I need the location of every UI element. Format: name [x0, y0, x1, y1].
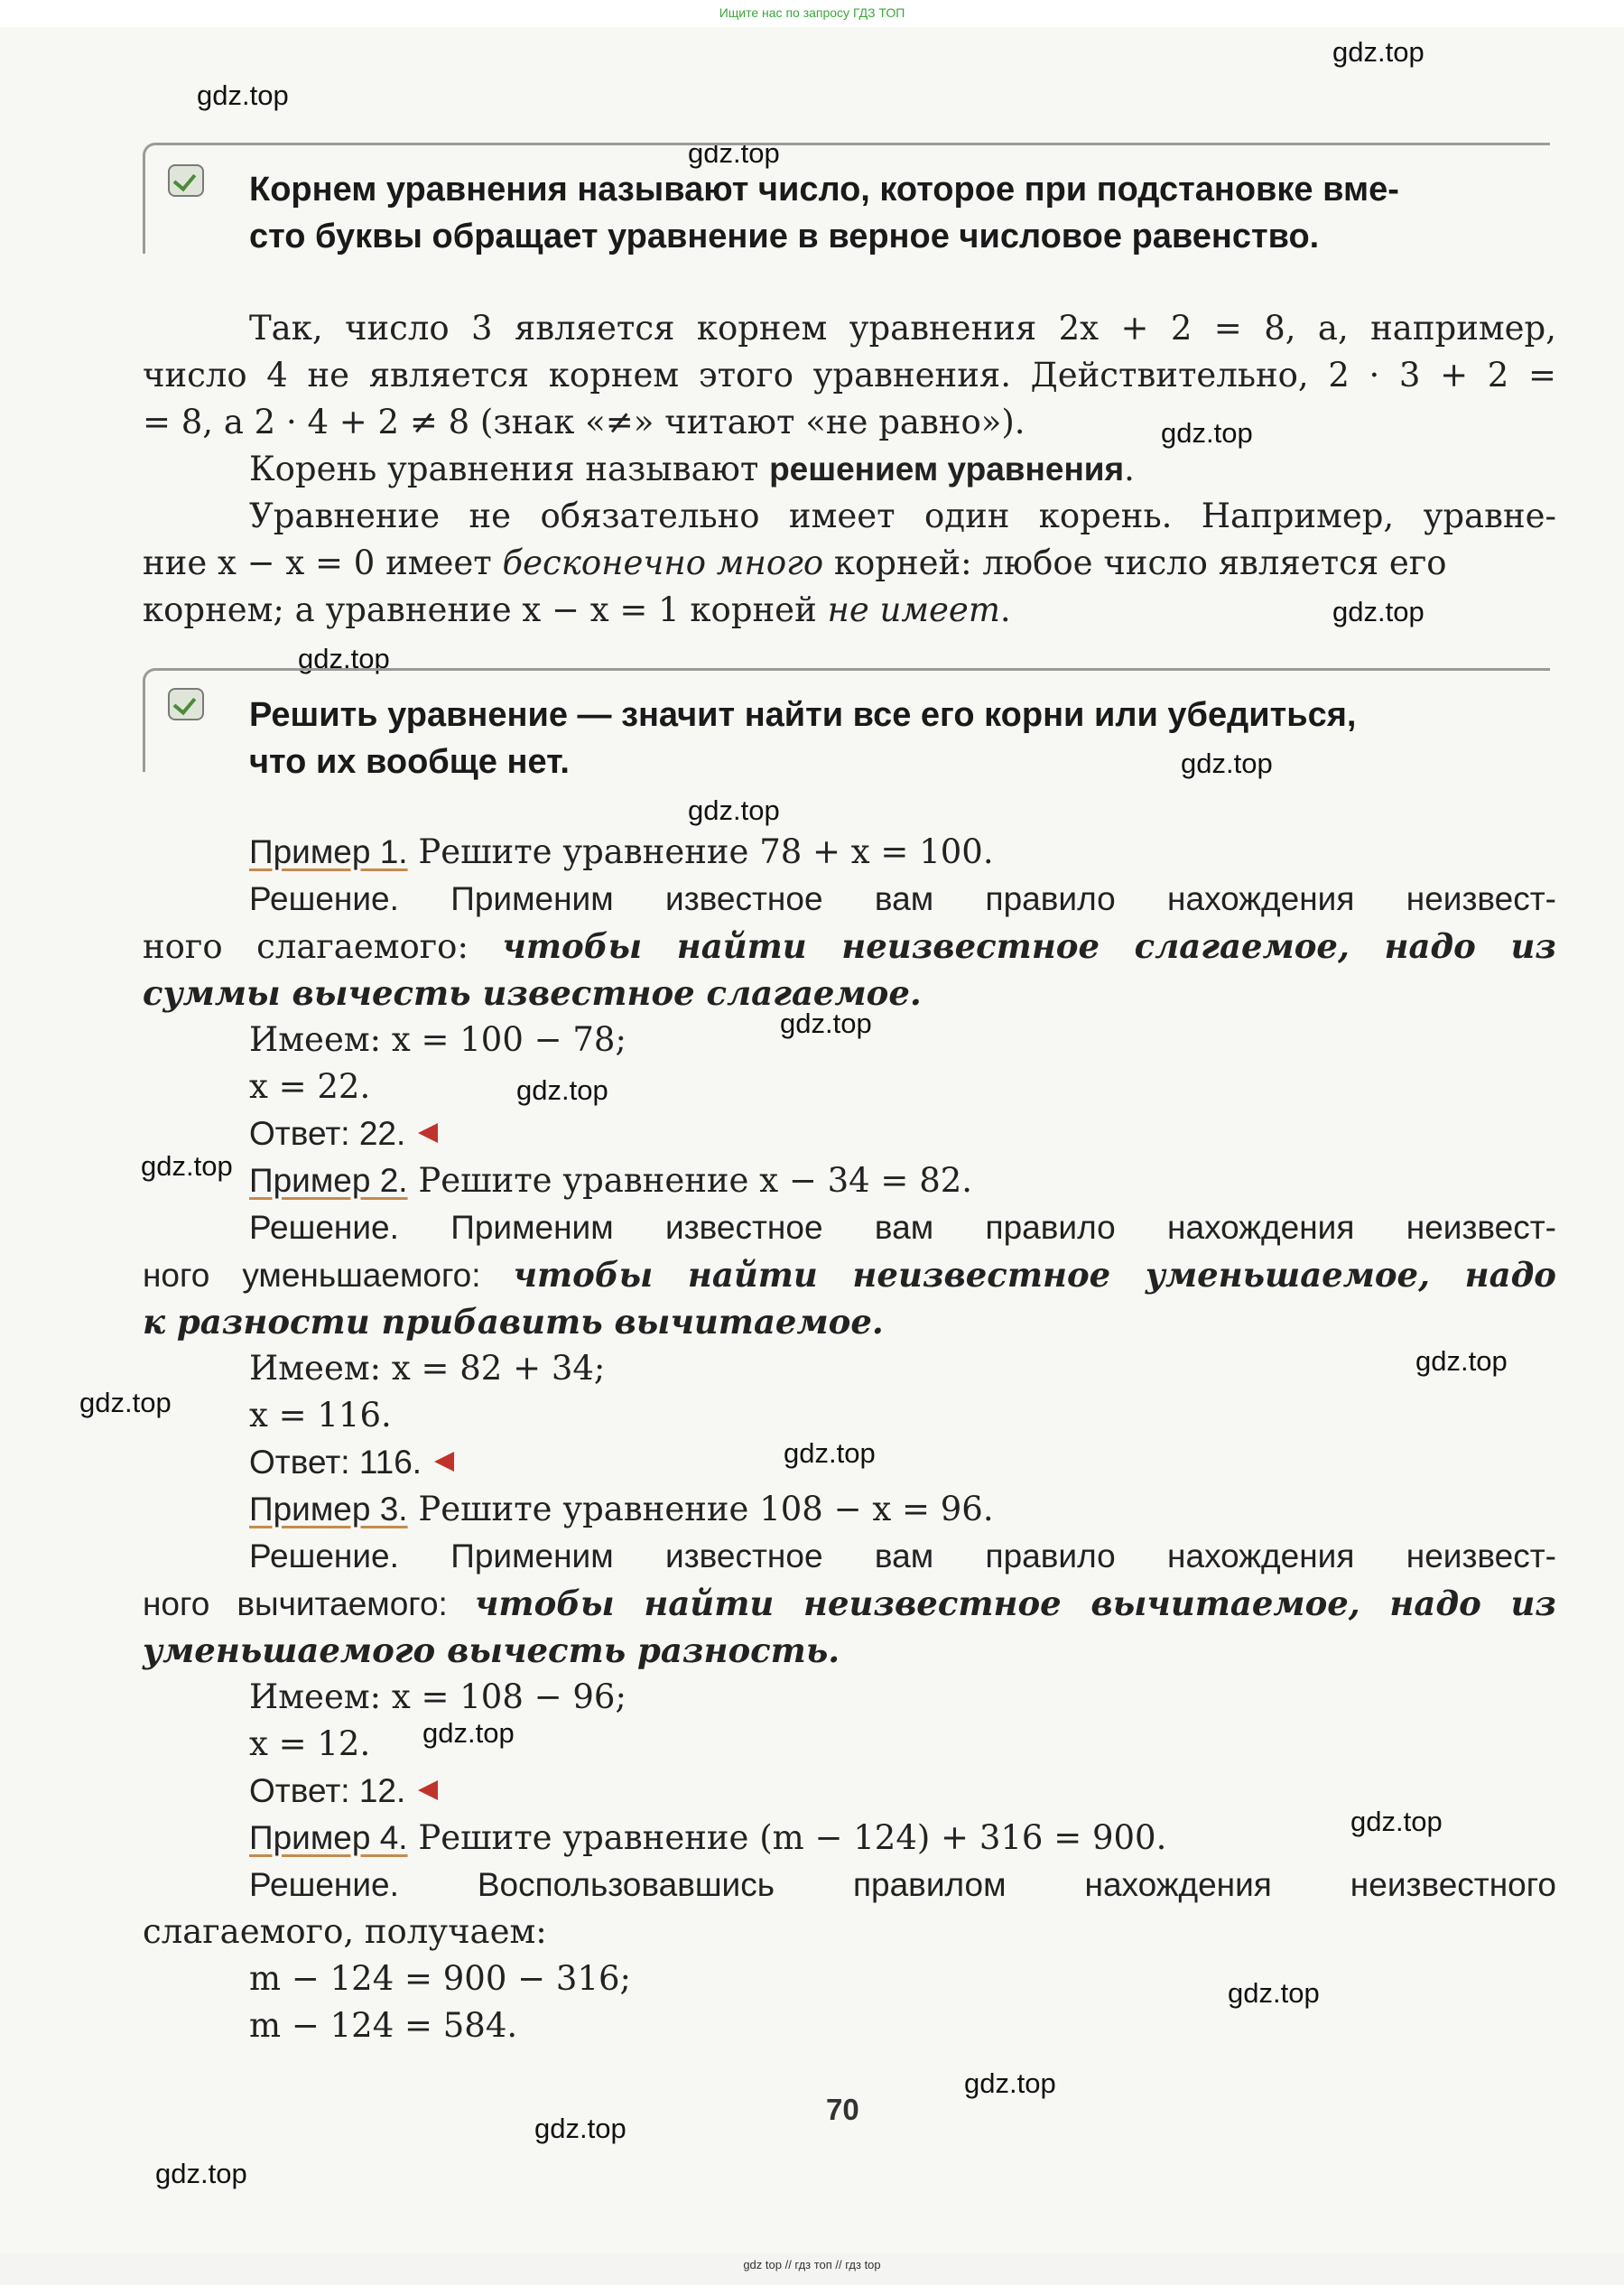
- example-label: Пример 3.: [249, 1491, 408, 1528]
- example-task: Решите уравнение (m − 124) + 316 = 900.: [407, 1818, 1167, 1857]
- header-note: Ищите нас по запросу ГДЗ ТОП: [719, 5, 905, 20]
- text-line: Решение. Применим известное вам правило нахождения неизвест-: [249, 880, 1556, 917]
- footer-note: gdz top // гдз топ // гдз top: [743, 2258, 881, 2271]
- checkmark-icon: [168, 164, 204, 197]
- text-fragment: ние x − x = 0 имеет: [143, 543, 503, 582]
- answer: Ответ: 12.: [249, 1772, 406, 1809]
- example-task: Решите уравнение 78 + x = 100.: [407, 832, 994, 871]
- definition-line: сто буквы обращает уравнение в верное числовое равенство.: [249, 218, 1320, 255]
- answer-line: [249, 1768, 438, 1815]
- term-solution: решением уравнения: [769, 450, 1125, 488]
- example-title: [249, 1157, 972, 1204]
- example-title: [249, 1815, 1166, 1862]
- watermark: gdz.top: [422, 1717, 515, 1749]
- emphasis: бесконечно много: [502, 543, 824, 582]
- text-fragment: корней: любое число является его: [823, 543, 1447, 582]
- text-line: число 4 не является корнем этого уравнения. Действительно, 2 · 3 + 2 =: [143, 356, 1556, 395]
- example-label: Пример 1.: [249, 833, 408, 870]
- answer: Ответ: 22.: [249, 1115, 406, 1152]
- text-line: = 8, а 2 · 4 + 2 ≠ 8 (знак «≠» читают «не равно»).: [143, 403, 1025, 441]
- solution-step: x = 22.: [249, 1067, 371, 1106]
- text-fragment: корнем; а уравнение x − x = 1 корней: [143, 590, 828, 629]
- answer-line: [249, 1110, 438, 1157]
- solution-step: m − 124 = 584.: [249, 2006, 518, 2045]
- example-task: Решите уравнение x − 34 = 82.: [407, 1161, 973, 1200]
- solution-step: Имеем: x = 82 + 34;: [249, 1349, 606, 1388]
- top-banner: [0, 0, 1624, 27]
- rule-text: чтобы найти неизвестное вычитаемое, надо из: [474, 1584, 1556, 1623]
- end-marker-icon: [434, 1452, 454, 1472]
- text-fragment: .: [1124, 450, 1135, 488]
- text-line: [143, 540, 1446, 587]
- text-fragment: ного уменьшаемого:: [143, 1257, 514, 1294]
- watermark: gdz.top: [1332, 596, 1424, 627]
- watermark: gdz.top: [79, 1387, 172, 1418]
- watermark: gdz.top: [1181, 748, 1273, 779]
- text-fragment: ного слагаемого:: [143, 927, 503, 966]
- text-line: [143, 923, 1556, 971]
- example-title: [249, 829, 994, 876]
- watermark: gdz.top: [155, 2158, 247, 2189]
- watermark: gdz.top: [1350, 1806, 1443, 1837]
- end-marker-icon: [418, 1123, 438, 1143]
- rule-text: к разности прибавить вычитаемое.: [143, 1302, 884, 1342]
- text-line: [143, 587, 1011, 634]
- example-label: Пример 2.: [249, 1162, 408, 1199]
- solution-step: Имеем: x = 100 − 78;: [249, 1020, 626, 1059]
- example-task: Решите уравнение 108 − x = 96.: [407, 1490, 994, 1528]
- watermark: gdz.top: [1228, 1977, 1320, 2009]
- text-line: Решение. Воспользовавшись правилом нахождения неизвестного: [249, 1866, 1556, 1903]
- watermark: gdz.top: [141, 1150, 233, 1182]
- watermark: gdz.top: [298, 643, 390, 674]
- watermark: gdz.top: [784, 1437, 876, 1469]
- solution-step: x = 116.: [249, 1396, 392, 1435]
- answer: Ответ: 116.: [249, 1444, 422, 1481]
- solution-step: m − 124 = 900 − 316;: [249, 1959, 631, 1998]
- definition-line: Решить уравнение — значит найти все его корни или убедиться,: [249, 696, 1357, 734]
- watermark: gdz.top: [964, 2067, 1056, 2099]
- text-line: Уравнение не обязательно имеет один корень. Например, уравне-: [249, 497, 1556, 535]
- emphasis: не имеет: [827, 590, 1000, 629]
- text-line: Решение. Применим известное вам правило нахождения неизвест-: [249, 1209, 1556, 1246]
- watermark: gdz.top: [197, 79, 289, 111]
- example-label: Пример 4.: [249, 1819, 408, 1856]
- page-number: 70: [826, 2093, 859, 2126]
- text-fragment: Корень уравнения называют: [249, 450, 770, 488]
- text-fragment: .: [999, 590, 1011, 629]
- text-line: [143, 1251, 1556, 1299]
- text-line: Так, число 3 является корнем уравнения 2x + 2 = 8, а, например,: [249, 309, 1556, 348]
- solution-step: Имеем: x = 108 − 96;: [249, 1677, 626, 1716]
- rule-text: уменьшаемого вычесть разность.: [143, 1630, 840, 1670]
- watermark: gdz.top: [1415, 1345, 1508, 1377]
- watermark: gdz.top: [516, 1074, 608, 1106]
- answer-line: [249, 1439, 454, 1486]
- definition-line: что их вообще нет.: [249, 743, 570, 781]
- definition-line: Корнем уравнения называют число, которое при подстановке вме-: [249, 171, 1399, 209]
- rule-text: чтобы найти неизвестное слагаемое, надо из: [502, 926, 1556, 966]
- text-line: слагаемого, получаем:: [143, 1912, 547, 1951]
- watermark: gdz.top: [688, 794, 780, 826]
- text-line: [143, 1580, 1556, 1628]
- watermark: gdz.top: [780, 1008, 872, 1039]
- text-line: Решение. Применим известное вам правило нахождения неизвест-: [249, 1537, 1556, 1574]
- watermark: gdz.top: [1332, 36, 1424, 68]
- watermark: gdz.top: [688, 137, 780, 169]
- rule-text: чтобы найти неизвестное уменьшаемое, надо: [513, 1255, 1556, 1295]
- rule-text: суммы вычесть известное слагаемое.: [143, 973, 922, 1013]
- text-fragment: ного вычитаемого:: [143, 1585, 475, 1622]
- end-marker-icon: [418, 1780, 438, 1800]
- text-line: [249, 446, 1135, 493]
- example-title: [249, 1486, 994, 1533]
- solution-step: x = 12.: [249, 1724, 371, 1763]
- watermark: gdz.top: [534, 2113, 626, 2144]
- watermark: gdz.top: [1161, 417, 1253, 449]
- checkmark-icon: [168, 688, 204, 720]
